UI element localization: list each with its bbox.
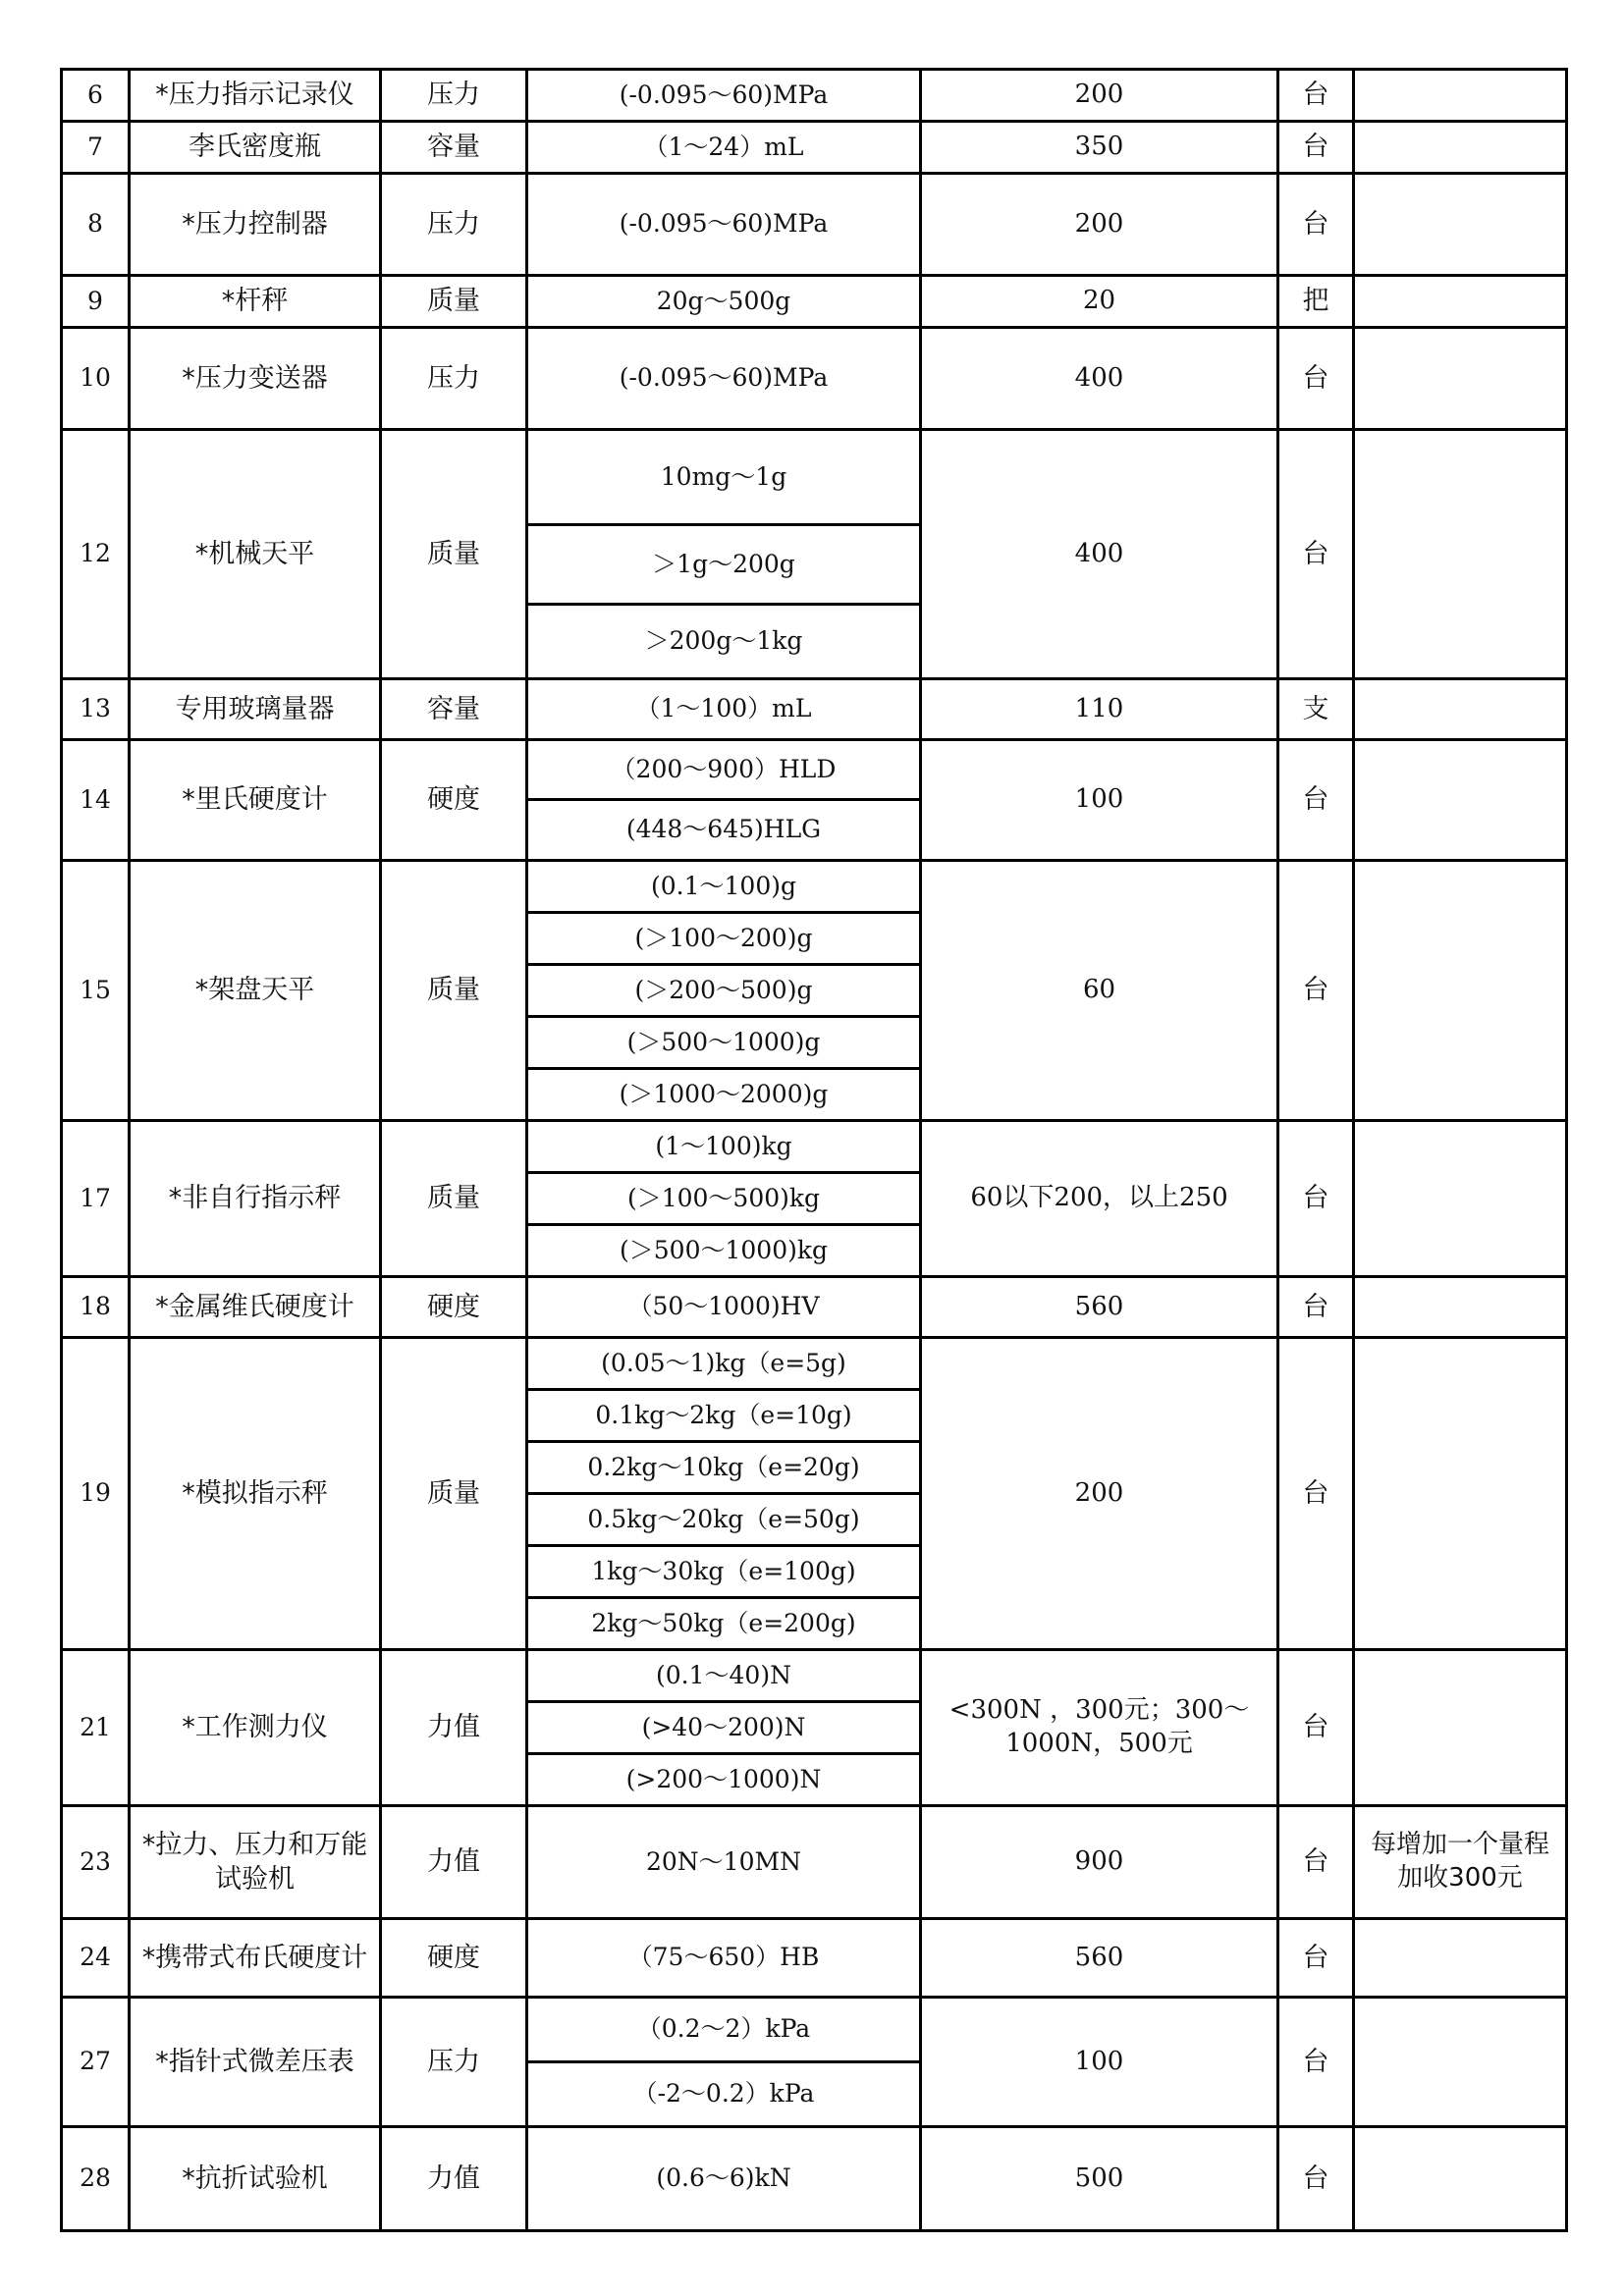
measurement-category: 质量 (381, 276, 527, 328)
measurement-range: (>200～1000)N (527, 1754, 921, 1806)
measurement-range: （0.2～2）kPa (527, 1998, 921, 2062)
fee-value: 100 (921, 1998, 1278, 2127)
fee-value: 100 (921, 740, 1278, 861)
remark (1354, 174, 1567, 276)
remark (1354, 1998, 1567, 2127)
fee-value: 560 (921, 1277, 1278, 1338)
table-row (62, 1998, 1567, 2062)
table-row (62, 1338, 1567, 1390)
fee-unit: 台 (1278, 1277, 1354, 1338)
instrument-name: *工作测力仪 (130, 1650, 381, 1806)
measurement-range: 0.2kg～10kg（e=20g) (527, 1442, 921, 1494)
measurement-range: 1kg～30kg（e=100g) (527, 1546, 921, 1598)
measurement-category: 硬度 (381, 1919, 527, 1998)
fee-unit: 台 (1278, 1338, 1354, 1650)
row-number: 28 (62, 2127, 130, 2231)
table-row (62, 861, 1567, 913)
row-number: 14 (62, 740, 130, 861)
measurement-category: 硬度 (381, 740, 527, 861)
fee-unit: 台 (1278, 1121, 1354, 1277)
instrument-name: *抗折试验机 (130, 2127, 381, 2231)
measurement-range: (＞100～500)kg (527, 1173, 921, 1225)
measurement-category: 硬度 (381, 1277, 527, 1338)
row-number: 21 (62, 1650, 130, 1806)
measurement-category: 压力 (381, 70, 527, 122)
row-number: 17 (62, 1121, 130, 1277)
instrument-name: *架盘天平 (130, 861, 381, 1121)
fee-unit: 支 (1278, 679, 1354, 740)
table-row (62, 1806, 1567, 1919)
measurement-range: (>40～200)N (527, 1702, 921, 1754)
measurement-category: 力值 (381, 1650, 527, 1806)
table-row (62, 1650, 1567, 1702)
fee-value: 400 (921, 430, 1278, 679)
row-number: 23 (62, 1806, 130, 1919)
fee-value: 560 (921, 1919, 1278, 1998)
row-number: 12 (62, 430, 130, 679)
measurement-category: 压力 (381, 1998, 527, 2127)
table-row (62, 679, 1567, 740)
fee-unit: 台 (1278, 430, 1354, 679)
measurement-range: （75～650）HB (527, 1919, 921, 1998)
measurement-range: (＞1000～2000)g (527, 1069, 921, 1121)
instrument-name: *拉力、压力和万能试验机 (130, 1806, 381, 1919)
measurement-range: (-0.095～60)MPa (527, 174, 921, 276)
measurement-category: 容量 (381, 122, 527, 174)
fee-unit: 台 (1278, 122, 1354, 174)
measurement-range: 2kg～50kg（e=200g) (527, 1598, 921, 1650)
measurement-range: 0.5kg～20kg（e=50g) (527, 1494, 921, 1546)
instrument-name: *机械天平 (130, 430, 381, 679)
remark (1354, 740, 1567, 861)
measurement-range: (1～100)kg (527, 1121, 921, 1173)
measurement-category: 质量 (381, 430, 527, 679)
instrument-name: *非自行指示秤 (130, 1121, 381, 1277)
row-number: 19 (62, 1338, 130, 1650)
fee-value: 200 (921, 174, 1278, 276)
measurement-category: 力值 (381, 2127, 527, 2231)
row-number: 18 (62, 1277, 130, 1338)
table-row (62, 122, 1567, 174)
measurement-category: 压力 (381, 174, 527, 276)
measurement-range: (0.1～100)g (527, 861, 921, 913)
fee-unit: 台 (1278, 2127, 1354, 2231)
measurement-range: (＞500～1000)kg (527, 1225, 921, 1277)
table-row (62, 1919, 1567, 1998)
remark (1354, 276, 1567, 328)
measurement-range: (-0.095～60)MPa (527, 70, 921, 122)
measurement-range: 10mg～1g (527, 430, 921, 525)
measurement-range: (-0.095～60)MPa (527, 328, 921, 430)
measurement-range: ＞1g～200g (527, 525, 921, 605)
instrument-name: *压力变送器 (130, 328, 381, 430)
remark (1354, 430, 1567, 679)
fee-value: 60以下200，以上250 (921, 1121, 1278, 1277)
fee-value: 20 (921, 276, 1278, 328)
measurement-category: 压力 (381, 328, 527, 430)
table-row (62, 328, 1567, 430)
measurement-range: (0.1～40)N (527, 1650, 921, 1702)
measurement-category: 质量 (381, 1121, 527, 1277)
fee-unit: 台 (1278, 1998, 1354, 2127)
table-row (62, 1121, 1567, 1173)
fee-value: 900 (921, 1806, 1278, 1919)
fee-value: <300N ，300元；300～1000N，500元 (921, 1650, 1278, 1806)
table-row (62, 70, 1567, 122)
measurement-range: (＞200～500)g (527, 965, 921, 1017)
measurement-category: 容量 (381, 679, 527, 740)
fee-table (60, 68, 1568, 2232)
measurement-range: （-2～0.2）kPa (527, 2062, 921, 2127)
instrument-name: *压力指示记录仪 (130, 70, 381, 122)
fee-unit: 把 (1278, 276, 1354, 328)
remark (1354, 122, 1567, 174)
row-number: 8 (62, 174, 130, 276)
fee-unit: 台 (1278, 740, 1354, 861)
remark (1354, 1338, 1567, 1650)
fee-unit: 台 (1278, 1806, 1354, 1919)
row-number: 6 (62, 70, 130, 122)
measurement-range: （50～1000)HV (527, 1277, 921, 1338)
measurement-category: 质量 (381, 861, 527, 1121)
instrument-name: *压力控制器 (130, 174, 381, 276)
remark (1354, 2127, 1567, 2231)
measurement-range: (0.05～1)kg（e=5g) (527, 1338, 921, 1390)
instrument-name: *金属维氏硬度计 (130, 1277, 381, 1338)
remark (1354, 328, 1567, 430)
table-row (62, 174, 1567, 276)
row-number: 24 (62, 1919, 130, 1998)
fee-value: 200 (921, 1338, 1278, 1650)
row-number: 7 (62, 122, 130, 174)
fee-value: 400 (921, 328, 1278, 430)
measurement-range: （1～100）mL (527, 679, 921, 740)
instrument-name: *里氏硬度计 (130, 740, 381, 861)
fee-value: 200 (921, 70, 1278, 122)
measurement-range: ＞200g～1kg (527, 605, 921, 679)
fee-value: 110 (921, 679, 1278, 740)
fee-unit: 台 (1278, 1919, 1354, 1998)
fee-unit: 台 (1278, 861, 1354, 1121)
remark (1354, 861, 1567, 1121)
instrument-name: *指针式微差压表 (130, 1998, 381, 2127)
remark (1354, 1121, 1567, 1277)
measurement-range: (＞100～200)g (527, 913, 921, 965)
table-row (62, 276, 1567, 328)
fee-value: 500 (921, 2127, 1278, 2231)
instrument-name: *模拟指示秤 (130, 1338, 381, 1650)
instrument-name: *携带式布氏硬度计 (130, 1919, 381, 1998)
row-number: 15 (62, 861, 130, 1121)
remark (1354, 70, 1567, 122)
instrument-name: *杆秤 (130, 276, 381, 328)
fee-value: 350 (921, 122, 1278, 174)
row-number: 27 (62, 1998, 130, 2127)
remark (1354, 1277, 1567, 1338)
row-number: 9 (62, 276, 130, 328)
remark (1354, 1650, 1567, 1806)
instrument-name: 专用玻璃量器 (130, 679, 381, 740)
measurement-range: （200～900）HLD (527, 740, 921, 800)
measurement-range: (0.6～6)kN (527, 2127, 921, 2231)
measurement-range: 0.1kg～2kg（e=10g) (527, 1390, 921, 1442)
remark (1354, 679, 1567, 740)
measurement-category: 力值 (381, 1806, 527, 1919)
measurement-range: 20g～500g (527, 276, 921, 328)
measurement-category: 质量 (381, 1338, 527, 1650)
fee-unit: 台 (1278, 174, 1354, 276)
row-number: 10 (62, 328, 130, 430)
row-number: 13 (62, 679, 130, 740)
measurement-range: (＞500～1000)g (527, 1017, 921, 1069)
fee-unit: 台 (1278, 70, 1354, 122)
table-row (62, 1277, 1567, 1338)
measurement-range: 20N～10MN (527, 1806, 921, 1919)
fee-unit: 台 (1278, 328, 1354, 430)
table-row (62, 2127, 1567, 2231)
fee-value: 60 (921, 861, 1278, 1121)
measurement-range: （1～24）mL (527, 122, 921, 174)
fee-unit: 台 (1278, 1650, 1354, 1806)
remark (1354, 1919, 1567, 1998)
table-row (62, 430, 1567, 525)
instrument-name: 李氏密度瓶 (130, 122, 381, 174)
measurement-range: (448～645)HLG (527, 800, 921, 861)
remark: 每增加一个量程加收300元 (1354, 1806, 1567, 1919)
table-row (62, 740, 1567, 800)
